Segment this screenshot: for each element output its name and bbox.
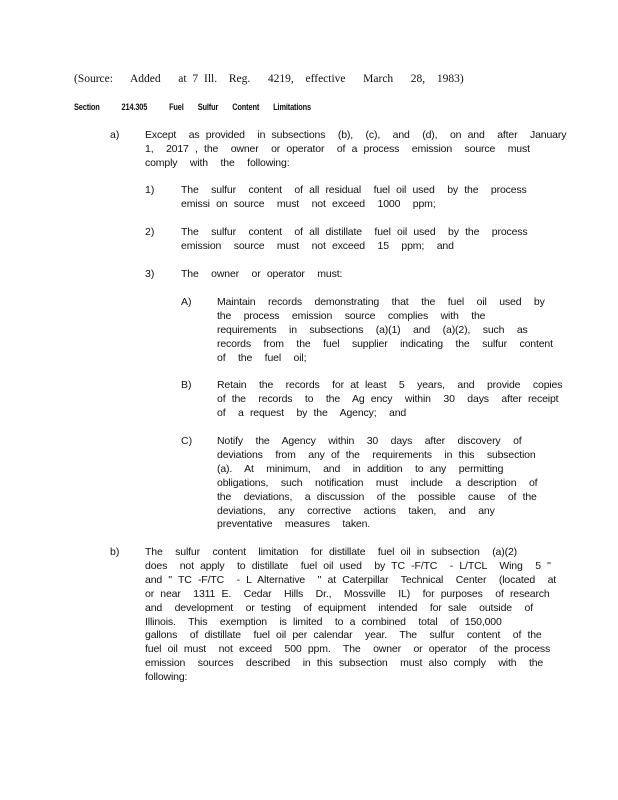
section-title-word: Sulfur (197, 102, 219, 113)
section-title-word: Content (232, 102, 260, 113)
section-title-word: Limitations (273, 102, 311, 113)
text-line: The sulfur content limitation for distillate fuel oil in subsection (a)(2) (145, 546, 517, 558)
item-2-text (181, 226, 528, 254)
text-line: or near 1311 E. Cedar Hills Dr., Mossville IL) for purposes of research (145, 587, 550, 600)
text-line: following: (145, 671, 188, 684)
text-line: fuel oil must not exceed 500 ppm. The owner or operator of the process (145, 643, 551, 656)
section-number: 214.305 (121, 102, 148, 113)
item-label-3: 3) (145, 268, 155, 280)
text-line: preventative measures taken. (217, 518, 371, 531)
item-label-b: b) (110, 546, 120, 558)
text-line: Except as provided in subsections (b), (c), and (d), on and after January (145, 129, 567, 141)
item-label-1: 1) (145, 184, 155, 196)
text-line: records from the fuel supplier indicating the sulfur content (217, 337, 553, 350)
text-line: (a). At minimum, and in addition to any permitting (217, 462, 504, 475)
item-1-text (181, 184, 527, 212)
item-a-text (145, 129, 566, 171)
item-B-text (217, 379, 562, 421)
text-line: of the records to the Ag ency within 30 days after receipt (217, 392, 559, 405)
item-label-A: A) (181, 296, 192, 308)
text-line: Notify the Agency within 30 days after discovery of (217, 435, 522, 447)
text-line: emission sources described in this subsection must also comply with the (145, 657, 544, 670)
text-line: requirements in subsections (a)(1) and (a)(2), such as (217, 323, 528, 336)
text-line: Illinois. This exemption is limited to a combined total of 150,000 (145, 615, 502, 628)
text-line: The owner or operator must: (181, 268, 343, 280)
text-line: The sulfur content of all residual fuel oil used by the process (181, 184, 527, 196)
item-C-text (217, 435, 537, 532)
text-line: the deviations, a discussion of the possible cause of the (217, 490, 537, 503)
text-line: and development or testing of equipment intended for sale outside of (145, 601, 533, 614)
item-label-B: B) (181, 379, 192, 391)
text-line: Retain the records for at least 5 years, and provide copies (217, 379, 563, 391)
section-word: Section (74, 102, 100, 113)
text-line: of the fuel oil; (217, 351, 307, 364)
item-label-2: 2) (145, 226, 155, 238)
item-label-a: a) (110, 129, 120, 141)
text-line: 1, 2017 , the owner or operator of a process emission source must (145, 142, 530, 155)
item-3-text (181, 268, 342, 282)
text-line: of a request by the Agency; and (217, 406, 407, 419)
text-line: Maintain records demonstrating that the fuel oil used by (217, 296, 545, 308)
text-line: deviations, any corrective actions taken, and any (217, 504, 495, 517)
text-line: and " TC -F/TC - L Alternative " at Caterpillar Technical Center (located at (145, 573, 557, 586)
text-line: the process emission source complies with the (217, 309, 486, 322)
text-line: emission source must not exceed 15 ppm; and (181, 239, 454, 252)
item-A-text (217, 296, 553, 366)
text-line: deviations from any of the requirements in this subsection (217, 448, 536, 461)
text-line: does not apply to distillate fuel oil used by TC -F/TC - L/TCL Wing 5 " (145, 559, 551, 572)
source-note: (Source: Added at 7 Ill. Reg. 4219, effective March 28, 1983) (74, 73, 464, 85)
section-title-word: Fuel (169, 102, 184, 113)
text-line: comply with the following: (145, 156, 290, 169)
item-label-C: C) (181, 435, 193, 447)
item-b-text (145, 546, 556, 685)
section-heading (74, 102, 325, 113)
text-line: The sulfur content of all distillate fuel oil used by the process (181, 226, 528, 238)
text-line: obligations, such notification must include a description of (217, 476, 538, 489)
text-line: emissi on source must not exceed 1000 ppm; (181, 197, 436, 210)
text-line: gallons of distillate fuel oil per calendar year. The sulfur content of the (145, 629, 542, 642)
